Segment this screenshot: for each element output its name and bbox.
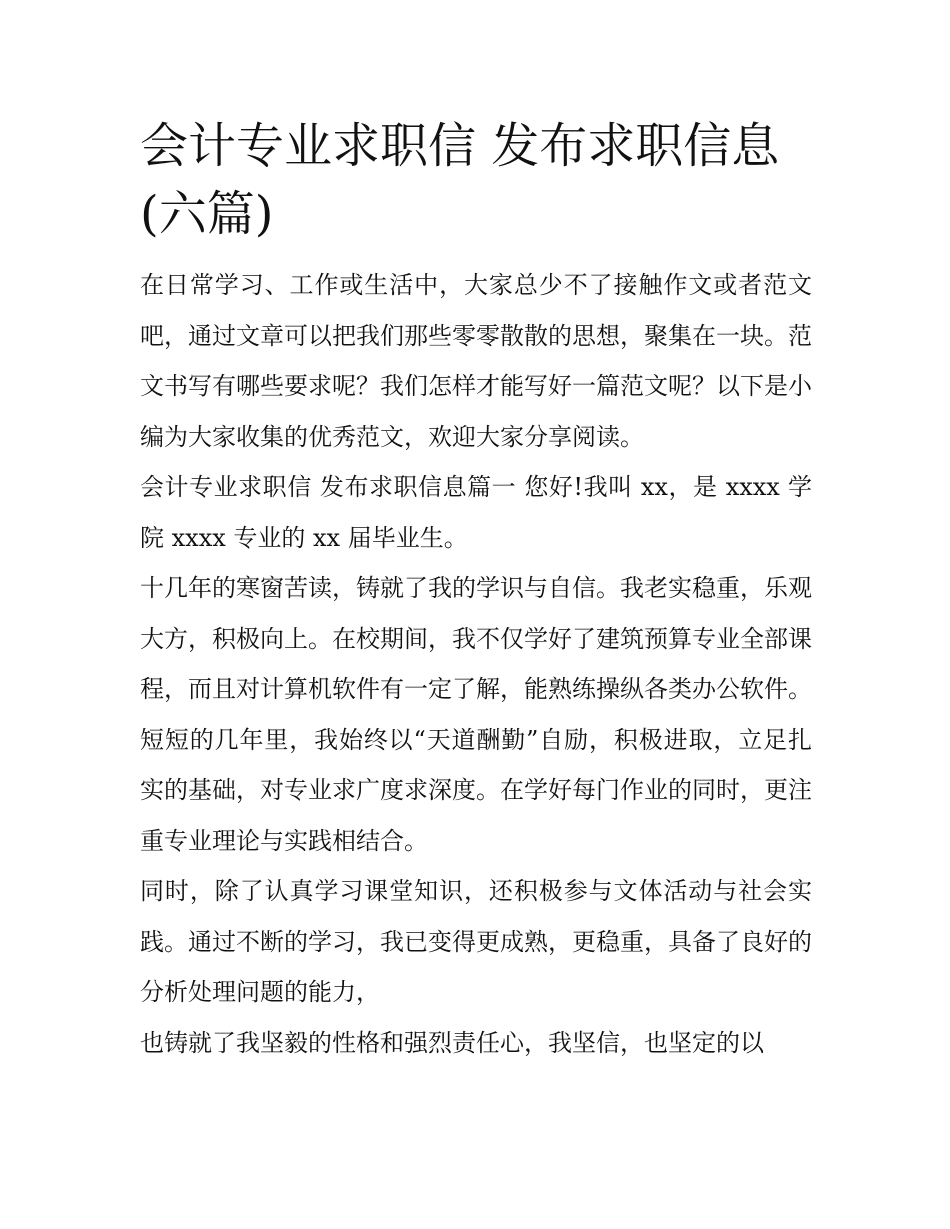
body-paragraph: 同时，除了认真学习课堂知识，还积极参与文体活动与社会实践。通过不断的学习，我已变得更成熟，更稳重，具备了良好的分析处理问题的能力，: [140, 877, 812, 1006]
letter-heading-paragraph: 会计专业求职信 发布求职信息篇一 您好!我叫 xx，是 xxxx 学院 xxxx 专业的 xx 届毕业生。: [140, 473, 812, 552]
document-title: 会计专业求职信 发布求职信息(六篇): [140, 118, 780, 242]
body-paragraph: 也铸就了我坚毅的性格和强烈责任心，我坚信，也坚定的以: [140, 1028, 764, 1057]
body-paragraph: 十几年的寒窗苦读，铸就了我的学识与自信。我老实稳重，乐观大方，积极向上。在校期间，我不仅学好了建筑预算专业全部课程，而且对计算机软件有一定了解，能熟练操纵各类办公软件。短短的几年里，我始终以“天道酬勤”自励，积极进取，立足扎实的基础，对专业求广度求深度。在学好每门作业的同时，更注重专业理论与实践相结合。: [140, 574, 812, 855]
document-body: [140, 112, 812, 1068]
intro-paragraph: 在日常学习、工作或生活中，大家总少不了接触作文或者范文吧，通过文章可以把我们那些零零散散的思想，聚集在一块。范文书写有哪些要求呢？我们怎样才能写好一篇范文呢？以下是小编为大家收集的优秀范文，欢迎大家分享阅读。: [140, 271, 812, 451]
